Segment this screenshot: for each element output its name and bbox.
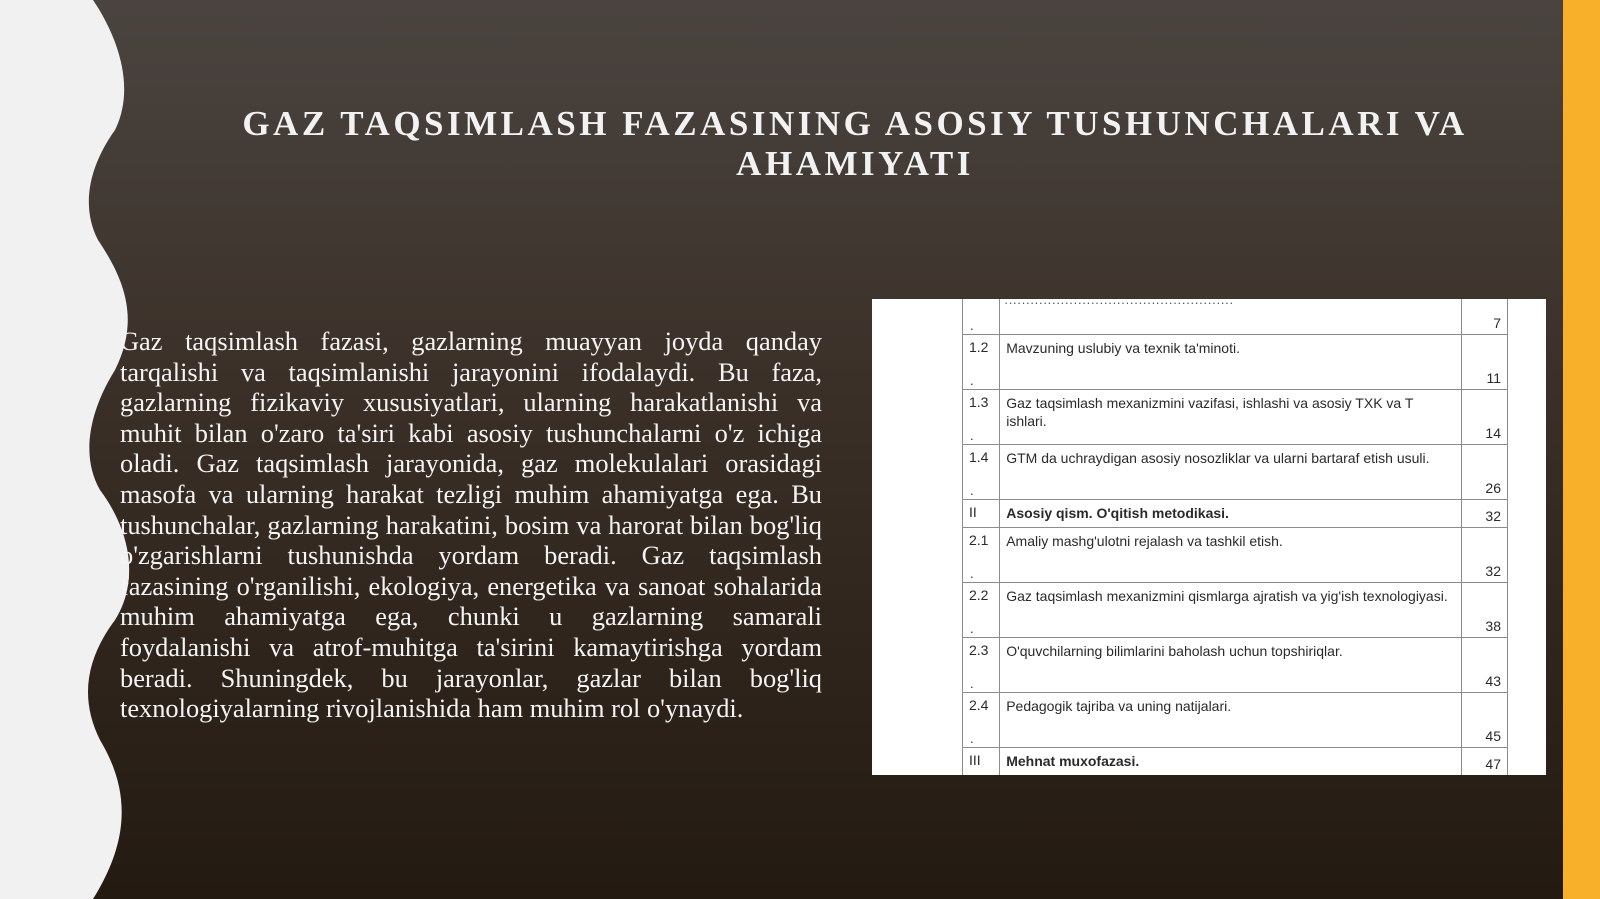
toc-number: III [969,752,981,768]
toc-number-dot: . [970,676,974,691]
toc-title: GTM da uchraydigan asosiy nosozliklar va ularni bartaraf etish usuli. [1000,445,1462,500]
toc-title: Gaz taqsimlash mexanizmini qismlarga ajratish va yig'ish texnologiyasi. [1000,583,1462,638]
toc-title: Mehnat muxofazasi. [1000,748,1462,776]
toc-number: 1.3 [969,394,989,410]
toc-table [962,299,1508,775]
toc-number-dot: . [970,318,974,333]
toc-page: 14 [1485,425,1501,441]
toc-page: 38 [1485,618,1501,634]
toc-row [963,299,1508,335]
toc-number-dot: . [970,731,974,746]
accent-bar [1563,0,1600,899]
toc-number-dot: . [970,566,974,581]
toc-number-dot: . [970,428,974,443]
table-of-contents-image [872,299,1546,775]
toc-row [963,500,1508,528]
toc-title: Mavzuning uslubiy va texnik ta'minoti. [1000,335,1462,390]
toc-page: 32 [1485,508,1501,524]
toc-number: 2.2 [969,587,989,603]
toc-number: 1.2 [969,339,989,355]
toc-page: 11 [1486,370,1501,386]
toc-title: Asosiy qism. O'qitish metodikasi. [1000,500,1462,528]
toc-title: Amaliy mashg'ulotni rejalash va tashkil etish. [1000,528,1462,583]
toc-row [963,748,1508,776]
toc-title [1000,299,1462,335]
toc-number-dot: . [970,373,974,388]
cropped-text-fragment: ····················································· [1004,299,1234,310]
toc-row [963,583,1508,638]
toc-title: Pedagogik tajriba va uning natijalari. [1000,693,1462,748]
toc-number-dot: . [970,483,974,498]
toc-page: 45 [1485,728,1501,744]
toc-row [963,445,1508,500]
toc-row [963,390,1508,445]
toc-number: 1.4 [969,449,989,465]
toc-row [963,638,1508,693]
slide-body-text: Gaz taqsimlash fazasi, gazlarning muayyan joyda qanday tarqalishi va taqsimlanishi jarayonini ifodalaydi. Bu faza, gazlarning fizikaviy xususiyatlari, ularning harakatlanishi va muhit bilan o'zaro ta'siri kabi asosiy tushunchalarni o'z ichiga oladi. Gaz taqsimlash jarayonida, gaz molekulalari orasidagi masofa va ularning harakat tezligi muhim ahamiyatga ega. Bu tushunchalar, gazlarning harakatini, bosim va harorat bilan bog'liq o'zgarishlarni tushunishda yordam beradi. Gaz taqsimlash fazasining o'rganilishi, ekologiya, energetika va sanoat sohalarida muhim ahamiyatga ega, chunki u gazlarning samarali foydalanishi va atrof-muhitga ta'sirini kamaytirishga yordam beradi. Shuningdek, bu jarayonlar, gazlar bilan bog'liq texnologiyalarning rivojlanishida ham muhim rol o'ynaydi. [120,326,822,724]
toc-number: 2.3 [969,642,989,658]
toc-page: 47 [1485,756,1501,772]
slide-title: GAZ TAQSIMLASH FAZASINING ASOSIY TUSHUNCHALARI VA AHAMIYATI [242,104,1468,183]
toc-number: 2.1 [969,532,989,548]
toc-row [963,693,1508,748]
toc-number: 2.4 [969,697,989,713]
toc-row [963,335,1508,390]
toc-title: O'quvchilarning bilimlarini baholash uchun topshiriqlar. [1000,638,1462,693]
toc-title: Gaz taqsimlash mexanizmini vazifasi, ishlashi va asosiy TXK va T ishlari. [1000,390,1462,445]
toc-number-dot: . [970,621,974,636]
toc-page: 7 [1493,315,1501,331]
toc-number: II [969,504,977,520]
toc-page: 32 [1485,563,1501,579]
toc-page: 26 [1485,480,1501,496]
toc-row [963,528,1508,583]
toc-page: 43 [1485,673,1501,689]
